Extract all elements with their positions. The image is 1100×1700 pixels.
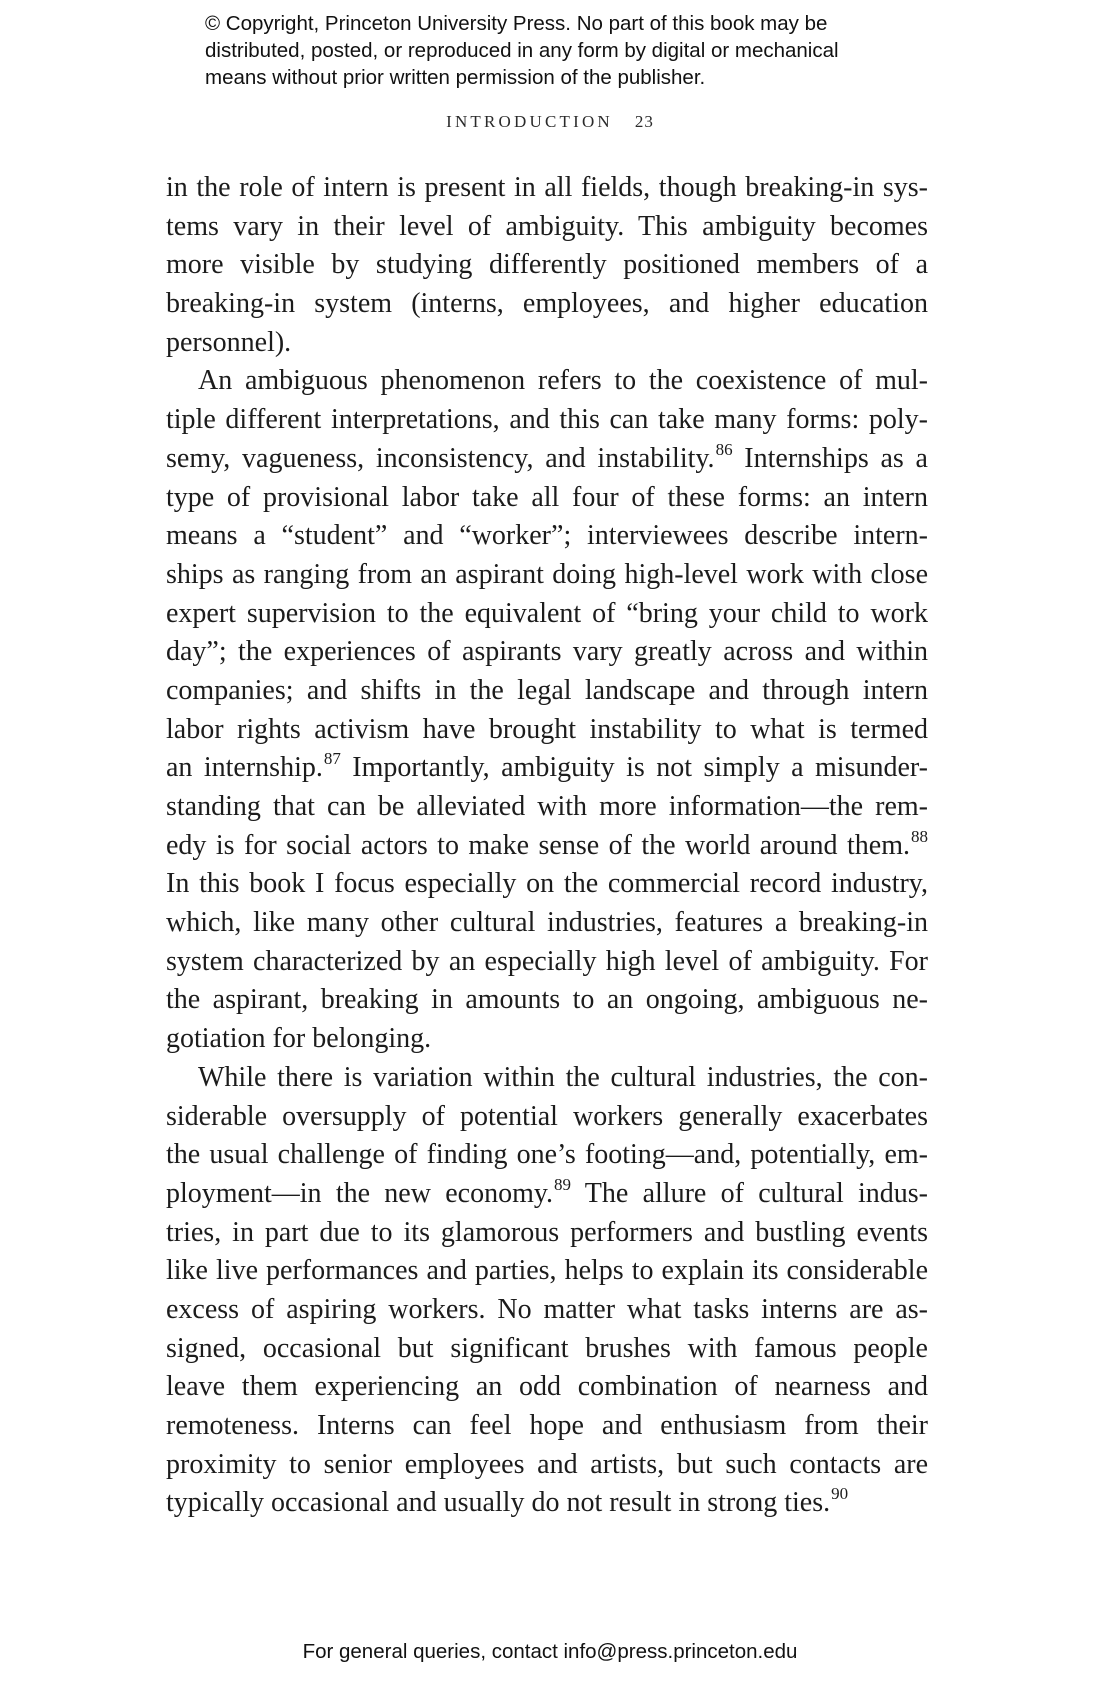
body-line-text: an internship. bbox=[166, 752, 323, 784]
body-line-text: typically occasional and usually do not result in strong ties. bbox=[166, 1487, 831, 1519]
body-line bbox=[166, 711, 928, 750]
body-line-text: proximity to senior employees and artists, but such contacts are bbox=[166, 1448, 928, 1480]
body-line-text: day”; the experiences of aspirants vary greatly across and within bbox=[166, 636, 928, 668]
body-line-text: breaking-in system (interns, employees, and higher education bbox=[166, 288, 928, 320]
body-line bbox=[166, 1098, 928, 1137]
body-line-text: In this book I focus especially on the commercial record industry, bbox=[166, 868, 928, 900]
body-line bbox=[166, 1368, 928, 1407]
body-line-text: tiple different interpretations, and this can take many forms: poly- bbox=[166, 404, 928, 436]
body-line-text: more visible by studying differently positioned members of a bbox=[166, 249, 928, 281]
body-line-text: An ambiguous phenomenon refers to the coexistence of mul- bbox=[198, 365, 928, 397]
body-line bbox=[166, 788, 928, 827]
body-line-text: the aspirant, breaking in amounts to an ongoing, ambiguous ne- bbox=[166, 984, 928, 1016]
body-line bbox=[166, 595, 928, 634]
body-line-text: signed, occasional but significant brushes with famous people bbox=[166, 1332, 928, 1364]
body-line bbox=[166, 672, 928, 711]
body-line bbox=[166, 246, 928, 285]
copyright-line: distributed, posted, or reproduced in any form by digital or mechanical bbox=[205, 39, 839, 62]
body-line-text: gotiation for belonging. bbox=[166, 1023, 432, 1055]
footnote-marker: 90 bbox=[831, 1484, 849, 1504]
body-line bbox=[166, 285, 928, 324]
body-line-text: companies; and shifts in the legal landscape and through intern bbox=[166, 674, 928, 706]
body-text bbox=[166, 169, 928, 1523]
body-line-text: excess of aspiring workers. No matter what tasks interns are as- bbox=[166, 1293, 928, 1325]
body-line-text: edy is for social actors to make sense of the world around them. bbox=[166, 829, 910, 861]
body-line bbox=[166, 208, 928, 247]
body-line bbox=[166, 169, 928, 208]
body-line bbox=[166, 1175, 928, 1214]
body-line bbox=[166, 1059, 928, 1098]
body-line bbox=[166, 904, 928, 943]
body-line-text: system characterized by an especially high level of ambiguity. For bbox=[166, 945, 928, 977]
footnote-marker: 88 bbox=[911, 826, 928, 846]
copyright-line: means without prior written permission of the publisher. bbox=[205, 66, 706, 89]
body-line bbox=[166, 1214, 928, 1253]
body-line-text: the usual challenge of finding one’s footing—and, potentially, em- bbox=[166, 1139, 928, 1171]
body-line bbox=[166, 1407, 928, 1446]
body-line bbox=[166, 479, 928, 518]
page-number: 23 bbox=[634, 112, 654, 131]
body-line-text: semy, vagueness, inconsistency, and instability. bbox=[166, 442, 715, 474]
body-line-text: tems vary in their level of ambiguity. This ambiguity becomes bbox=[166, 210, 928, 242]
body-line bbox=[166, 1136, 928, 1175]
copyright-notice bbox=[205, 10, 945, 91]
body-line-text: ployment—in the new economy. bbox=[166, 1177, 554, 1209]
body-line bbox=[166, 1020, 928, 1059]
body-line-text: While there is variation within the cultural industries, the con- bbox=[198, 1061, 928, 1093]
footnote-marker: 86 bbox=[715, 439, 733, 459]
body-line bbox=[166, 1484, 928, 1523]
body-line-text: standing that can be alleviated with more information—the rem- bbox=[166, 791, 928, 822]
body-line-text: expert supervision to the equivalent of “bring your child to work bbox=[166, 597, 928, 629]
body-line bbox=[166, 362, 928, 401]
body-line-text: which, like many other cultural industries, features a breaking-in bbox=[166, 907, 928, 939]
body-line bbox=[166, 827, 928, 866]
copyright-line: © Copyright, Princeton University Press. No part of this book may be bbox=[205, 12, 828, 35]
body-line-text: type of provisional labor take all four of these forms: an intern bbox=[166, 481, 928, 513]
body-line bbox=[166, 865, 928, 904]
body-line-text: in the role of intern is present in all fields, though breaking-in sys- bbox=[166, 172, 928, 203]
body-line bbox=[166, 1291, 928, 1330]
running-head bbox=[0, 112, 1100, 132]
body-line-text: labor rights activism have brought instability to what is termed bbox=[166, 713, 928, 745]
body-line-text: means a “student” and “worker”; interviewees describe intern- bbox=[166, 520, 928, 552]
body-line-text: like live performances and parties, helps to explain its considerable bbox=[166, 1255, 928, 1287]
body-line-text: The allure of cultural indus- bbox=[571, 1177, 928, 1209]
footnote-marker: 87 bbox=[323, 749, 341, 769]
body-line bbox=[166, 517, 928, 556]
body-line bbox=[166, 556, 928, 595]
body-line-text: remoteness. Interns can feel hope and enthusiasm from their bbox=[166, 1410, 928, 1441]
footer-contact: For general queries, contact info@press.princeton.edu bbox=[302, 1640, 798, 1663]
body-line-text: Importantly, ambiguity is not simply a misunder- bbox=[340, 752, 928, 784]
body-line-text: personnel). bbox=[166, 326, 292, 358]
footnote-marker: 89 bbox=[554, 1174, 572, 1194]
body-line bbox=[166, 401, 928, 440]
running-head-section: INTRODUCTION bbox=[446, 112, 613, 131]
body-line-text: tries, in part due to its glamorous performers and bustling events bbox=[166, 1216, 928, 1248]
body-line-text: siderable oversupply of potential workers generally exacerbates bbox=[166, 1100, 928, 1132]
body-line bbox=[166, 1252, 928, 1291]
body-line bbox=[166, 633, 928, 672]
body-line-text: Internships as a bbox=[732, 442, 928, 474]
body-line bbox=[166, 943, 928, 982]
body-line bbox=[166, 1330, 928, 1369]
body-line bbox=[166, 1446, 928, 1485]
body-line bbox=[166, 440, 928, 479]
body-line bbox=[166, 749, 928, 788]
body-line-text: leave them experiencing an odd combination of nearness and bbox=[166, 1371, 928, 1403]
body-line bbox=[166, 324, 928, 363]
body-line-text: ships as ranging from an aspirant doing high-level work with close bbox=[166, 558, 928, 590]
body-line bbox=[166, 981, 928, 1020]
